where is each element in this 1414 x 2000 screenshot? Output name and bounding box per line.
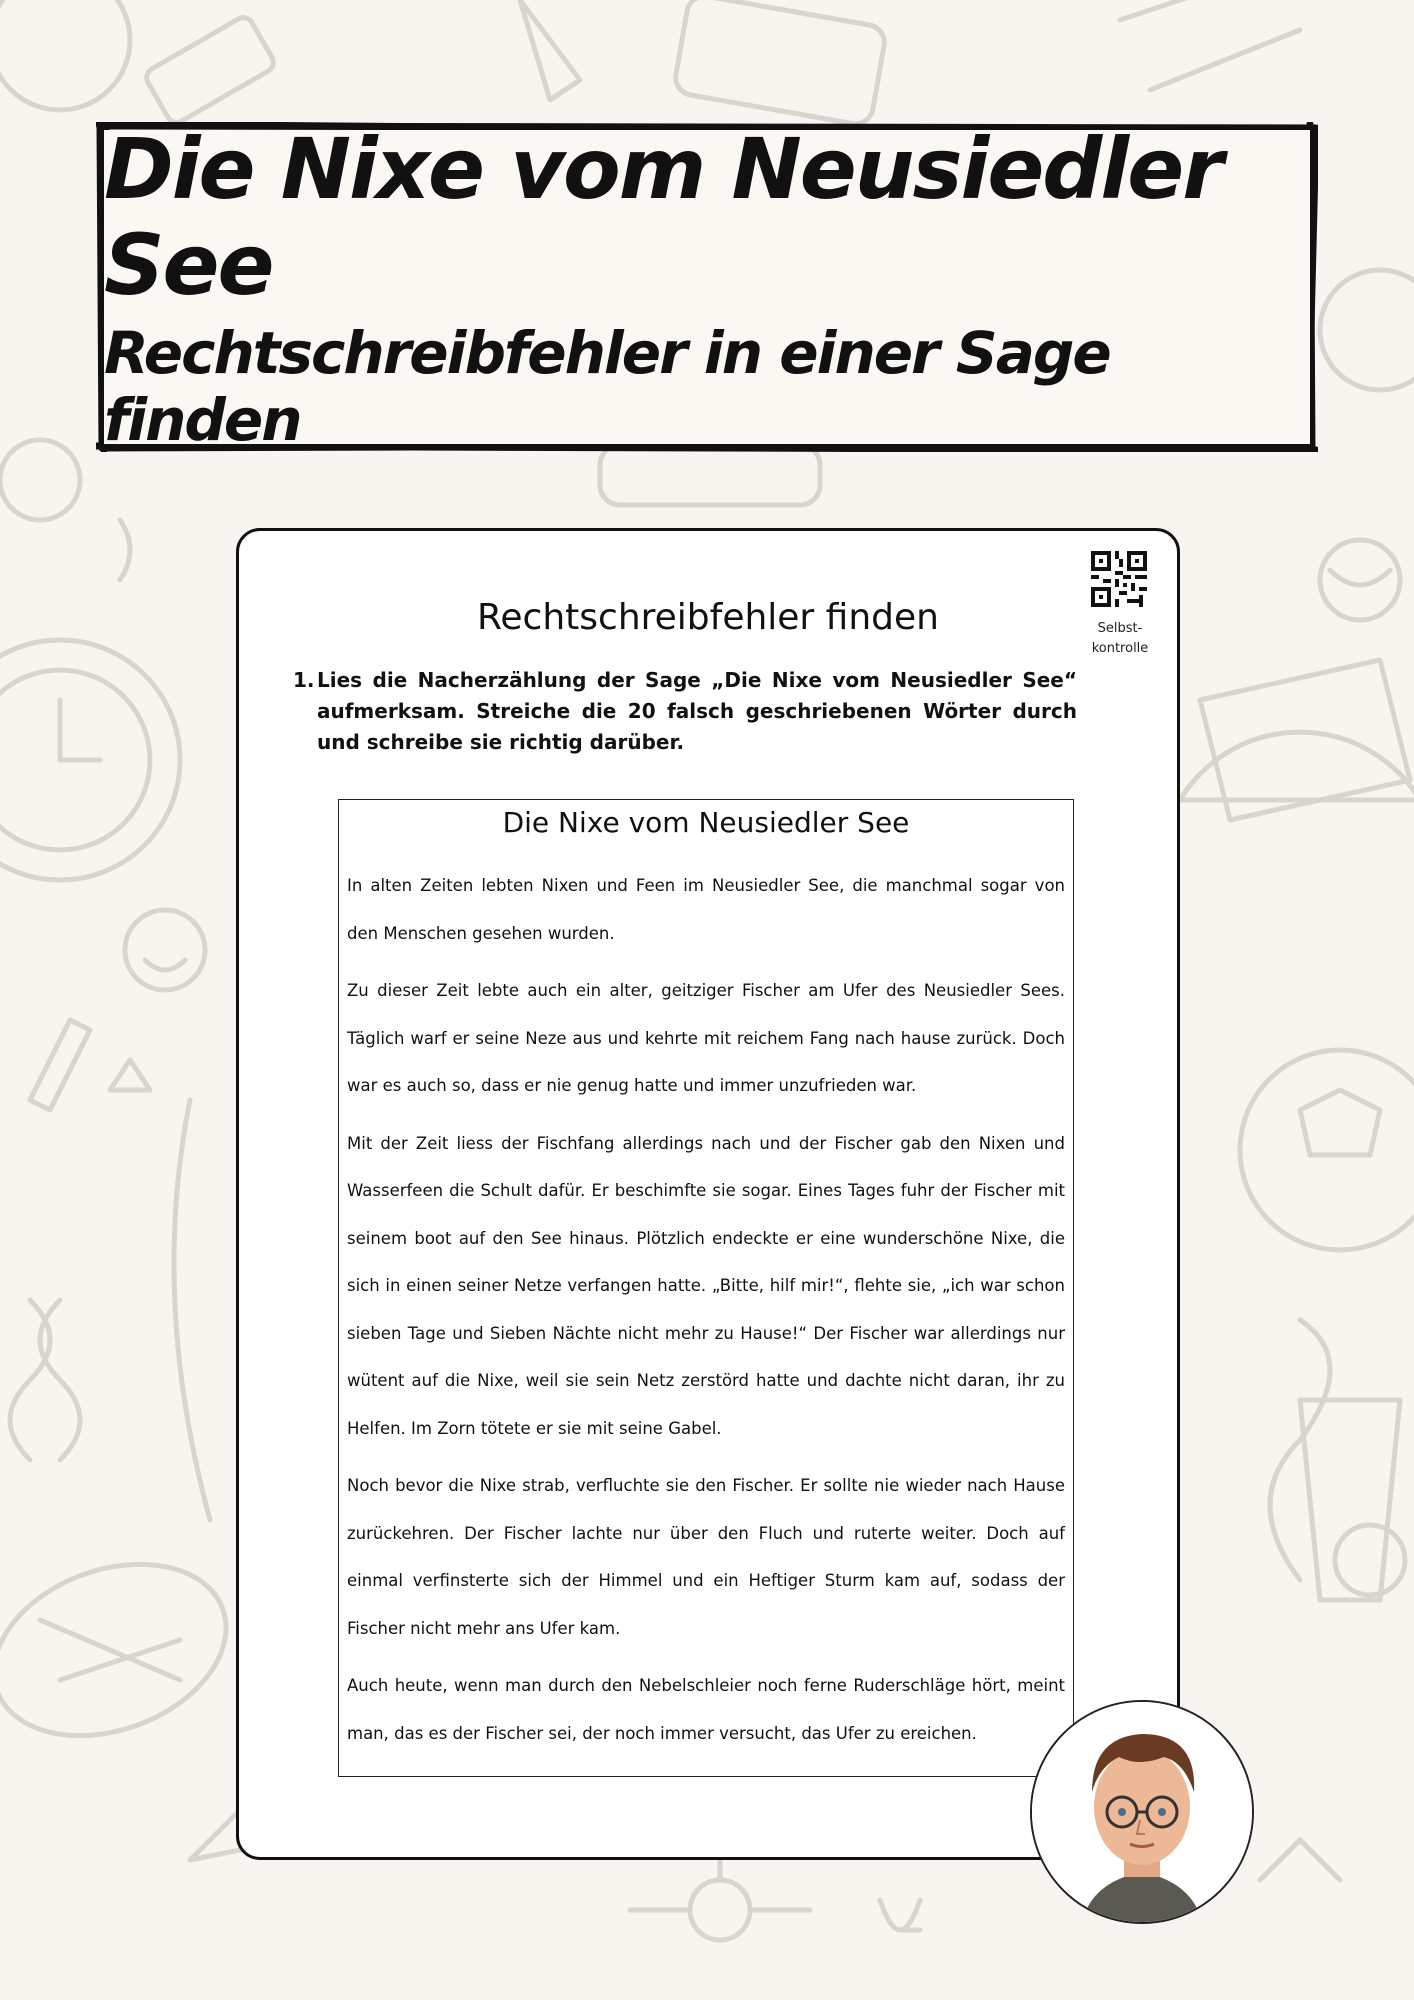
task-text: Lies die Nacherzählung der Sage „Die Nixe vom Neusiedler See“ aufmerksam. Streiche die 20 falsch geschriebenen Wörter durch und schreibe sie richtig darüber. — [317, 668, 1077, 754]
story-paragraph: Zu dieser Zeit lebte auch ein alter, geitziger Fischer am Ufer des Neusiedler Sees. Täglich warf er seine Neze aus und kehrte mit reichem Fang nach hause zurück. Doch war es auch so, dass er nie genug hatte und immer unzufrieden war. — [347, 981, 1065, 1095]
story-paragraph: Noch bevor die Nixe strab, verfluchte sie den Fischer. Er sollte nie wieder nach Hause zurückehren. Der Fischer lachte nur über den Fluch und ruterte weiter. Doch auf einmal verfinsterte sich der Himmel und ein Heftiger Sturm kam auf, sodass der Fischer nicht mehr ans Ufer kam. — [347, 1476, 1065, 1638]
sub-title: Rechtschreibfehler in einer Sage finden — [104, 318, 1110, 454]
section-title: Rechtschreibfehler finden — [477, 597, 939, 638]
worksheet-card — [236, 528, 1180, 1860]
task-instruction — [293, 665, 1077, 758]
title-banner — [96, 119, 1318, 454]
main-title: Die Nixe vom Neusiedler See — [104, 119, 1222, 315]
title-box — [104, 119, 1310, 454]
avatar-illustration — [1032, 1702, 1252, 1922]
story-box — [338, 799, 1074, 1777]
story-paragraph: Mit der Zeit liess der Fischfang allerdings nach und der Fischer gab den Nixen und Wasserfeen die Schult dafür. Er beschimfte sie sogar. Eines Tages fuhr der Fischer mit seinem boot auf den See hinaus. Plötzlich endeckte er eine wunderschöne Nixe, die sich in einen seiner Netze verfangen hatte. „Bitte, hilf mir!“, flehte sie, „ich war schon sieben Tage und Sieben Nächte nicht mehr zu Hause!“ Der Fischer war allerdings nur wütent auf die Nixe, weil sie sein Netz zerstörd hatte und dachte nicht daran, ihr zu Helfen. Im Zorn tötete er sie mit seine Gabel. — [347, 1133, 1065, 1438]
story-paragraph: Auch heute, wenn man durch den Nebelschleier noch ferne Ruderschläge hört, meint man, das es der Fischer sei, der noch immer versucht, das Ufer zu ereichen. — [347, 1676, 1065, 1743]
story-title: Die Nixe vom Neusiedler See — [502, 806, 910, 839]
avatar-portrait — [1030, 1700, 1254, 1924]
task-number: 1. — [293, 668, 315, 692]
qr-label: Selbst-kontrolle — [1091, 621, 1149, 656]
story-paragraph: In alten Zeiten lebten Nixen und Feen im Neusiedler See, die manchmal sogar von den Menschen gesehen wurden. — [347, 876, 1065, 943]
